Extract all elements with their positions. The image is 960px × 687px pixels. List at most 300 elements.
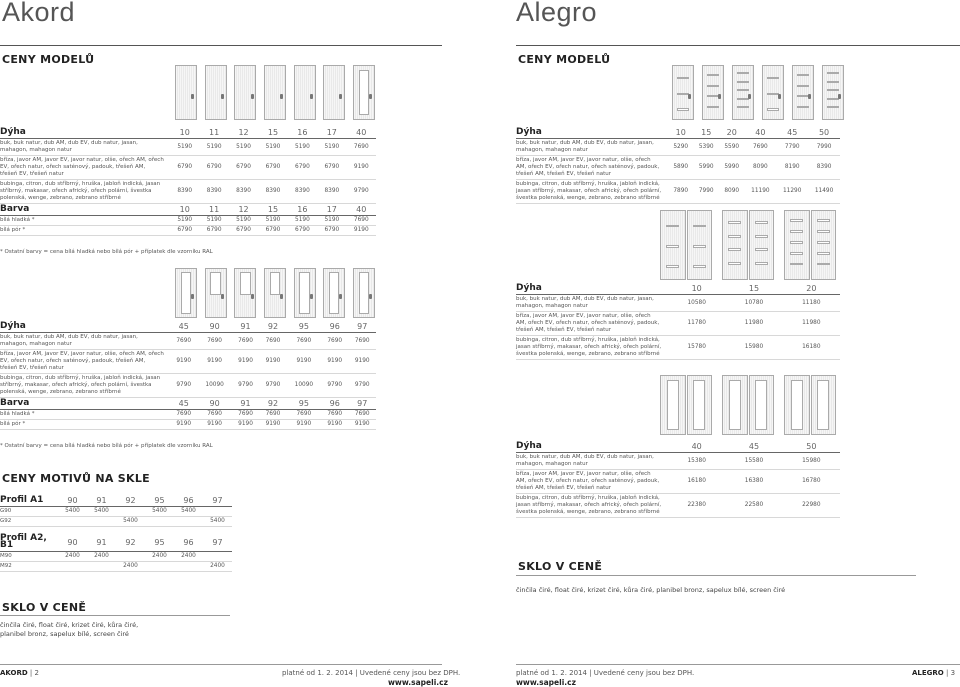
price-cell: 2400 xyxy=(116,562,145,572)
price-cell: 11980 xyxy=(783,312,840,336)
sklo-text-right: činčila čiré, float čiré, krizet čiré, kůra čiré, planibel bronz, sapelux bílé, screen čiré xyxy=(516,586,786,594)
price-cell: 11190 xyxy=(744,180,776,204)
header-cell: 45 xyxy=(170,321,197,333)
price-cell: 5190 xyxy=(258,139,287,156)
price-cell xyxy=(203,507,232,517)
price-cell: 7690 xyxy=(232,410,259,420)
door-image xyxy=(175,65,197,120)
footer-valid: platné od 1. 2. 2014 xyxy=(516,669,587,677)
door-image xyxy=(762,65,784,120)
header-cell: 92 xyxy=(116,495,145,507)
price-cell: 7690 xyxy=(197,410,231,420)
price-cell: 9790 xyxy=(170,374,197,398)
price-cell: 7690 xyxy=(287,410,321,420)
header-cell: 92 xyxy=(116,533,145,552)
price-cell: 10780 xyxy=(725,295,782,312)
footer-info-left: platné od 1. 2. 2014 | Uvedené ceny jsou bez DPH. xyxy=(282,669,461,677)
header-label: Barva xyxy=(0,204,170,216)
header-cell: 91 xyxy=(87,495,116,507)
header-cell: 90 xyxy=(58,495,87,507)
door-illustrations-row2 xyxy=(175,268,375,318)
door-image xyxy=(672,65,694,120)
price-cell: 6790 xyxy=(229,156,258,180)
price-cell: 9790 xyxy=(321,374,348,398)
price-cell: 5190 xyxy=(258,216,287,226)
row-label: M92 xyxy=(0,562,58,572)
header-cell: 50 xyxy=(808,127,840,139)
door-image xyxy=(264,268,286,318)
price-cell: 5400 xyxy=(174,507,203,517)
price-cell: 5190 xyxy=(199,216,228,226)
price-cell: 16180 xyxy=(668,470,725,494)
price-cell: 5890 xyxy=(668,156,693,180)
door-image xyxy=(792,65,814,120)
price-cell: 7690 xyxy=(744,139,776,156)
price-cell xyxy=(174,517,203,527)
price-cell: 22380 xyxy=(668,494,725,518)
footer-web-link-left[interactable]: www.sapeli.cz xyxy=(388,678,448,687)
header-cell: 10 xyxy=(668,127,693,139)
motif-table-a2 xyxy=(0,533,232,572)
price-cell: 2400 xyxy=(203,562,232,572)
table-header-row xyxy=(0,321,376,333)
footer-brand-left: AKORD | 2 xyxy=(0,669,39,677)
row-label: bílá pór * xyxy=(0,420,170,430)
price-cell: 6790 xyxy=(317,156,346,180)
price-cell: 9790 xyxy=(348,374,376,398)
double-door-image xyxy=(784,375,836,435)
price-cell: 7690 xyxy=(348,410,376,420)
price-cell: 5400 xyxy=(116,517,145,527)
header-cell: 96 xyxy=(321,398,348,410)
sklo-rule-left xyxy=(0,615,230,616)
header-cell: 11 xyxy=(199,204,228,216)
row-label: bílá hladká * xyxy=(0,410,170,420)
header-cell: 90 xyxy=(197,398,231,410)
price-cell: 9190 xyxy=(259,350,286,374)
door-image xyxy=(205,268,227,318)
price-cell: 9190 xyxy=(170,350,197,374)
table-row xyxy=(0,517,232,527)
table-row xyxy=(516,180,840,204)
row-label: buk, buk natur, dub AM, dub EV, dub natur, jasan, mahagon, mahagon natur xyxy=(516,453,668,470)
price-cell: 9790 xyxy=(259,374,286,398)
price-cell: 10580 xyxy=(668,295,725,312)
price-cell: 15980 xyxy=(783,453,840,470)
header-cell: 90 xyxy=(58,533,87,552)
price-cell: 2400 xyxy=(145,552,174,562)
door-image xyxy=(294,65,316,120)
header-label: Profil A1 xyxy=(0,495,58,507)
door-illustrations-alegro-row3 xyxy=(660,375,836,435)
price-cell: 15980 xyxy=(725,336,782,360)
price-cell: 7690 xyxy=(259,333,286,350)
title-rule-right xyxy=(516,45,960,46)
header-cell: 97 xyxy=(203,533,232,552)
table-row xyxy=(0,216,376,226)
row-label: bubinga, citron, dub stříbrný, hruška, jabloň indická, jasan stříbrný, makasar, ořech africký, ořech polární, švestka polenská, wenge, zebrano, zebrano stříbrné xyxy=(0,374,170,398)
table-header-row xyxy=(0,495,232,507)
price-cell: 22980 xyxy=(783,494,840,518)
footer-page-number: 2 xyxy=(34,669,39,677)
price-cell: 5290 xyxy=(668,139,693,156)
price-table-alegro-2 xyxy=(516,283,840,360)
row-label: bříza, javor AM, javor EV, javor natur, olše, ořech AM, ořech EV, ořech natur, ořech saténový, padouk, třešeň AM, třešeň EV, třešeň natur xyxy=(516,312,668,336)
header-cell: 17 xyxy=(317,127,346,139)
price-cell: 7890 xyxy=(668,180,693,204)
header-cell: 91 xyxy=(232,321,259,333)
price-cell: 5190 xyxy=(170,139,199,156)
table-header-row xyxy=(0,204,376,216)
price-cell: 11490 xyxy=(808,180,840,204)
footer-info-right: platné od 1. 2. 2014 | Uvedené ceny jsou bez DPH. xyxy=(516,669,695,677)
header-cell: 92 xyxy=(259,321,286,333)
price-cell: 8090 xyxy=(719,180,744,204)
door-image xyxy=(323,65,345,120)
price-cell xyxy=(145,517,174,527)
header-cell: 10 xyxy=(668,283,725,295)
header-label: Dýha xyxy=(516,441,668,453)
row-label: bubinga, citron, dub stříbrný, hruška, jabloň indická, jasan stříbrný, makasar, ořech africký, ořech polární, švestka polenská, wenge, zebrano, zebrano stříbrné xyxy=(516,180,668,204)
header-label: Dýha xyxy=(516,283,668,295)
double-door-image xyxy=(660,375,712,435)
price-cell: 7690 xyxy=(321,410,348,420)
door-image xyxy=(264,65,286,120)
table-row xyxy=(0,562,232,572)
row-label: bubinga, citron, dub stříbrný, hruška, jabloň indická, jasan stříbrný, makasar, ořech africký, ořech polární, švestka polenská, wenge, zebrano, zebrano stříbrné xyxy=(0,180,170,204)
table-row xyxy=(0,180,376,204)
price-cell xyxy=(145,562,174,572)
price-cell xyxy=(58,562,87,572)
row-label: buk, buk natur, dub AM, dub EV, dub natur, jasan, mahagon, mahagon natur xyxy=(516,295,668,312)
table-row xyxy=(0,350,376,374)
footer-brand-right: ALEGRO | 3 xyxy=(912,669,956,677)
row-label: bílá pór * xyxy=(0,226,170,236)
price-cell: 9790 xyxy=(347,180,376,204)
table-row xyxy=(516,295,840,312)
table-header-row xyxy=(516,283,840,295)
price-cell: 6790 xyxy=(288,226,317,236)
header-cell: 40 xyxy=(744,127,776,139)
price-cell: 5190 xyxy=(170,216,199,226)
price-cell: 6790 xyxy=(258,156,287,180)
price-cell: 8390 xyxy=(317,180,346,204)
table-row xyxy=(516,336,840,360)
price-cell: 5190 xyxy=(229,216,258,226)
table-row xyxy=(516,494,840,518)
price-cell: 7690 xyxy=(232,333,259,350)
price-table-alegro-3 xyxy=(516,441,840,518)
price-cell: 9190 xyxy=(321,350,348,374)
price-cell: 9790 xyxy=(232,374,259,398)
footer-web-link-right[interactable]: www.sapeli.cz xyxy=(516,678,576,687)
door-illustrations-alegro-row2 xyxy=(660,210,836,280)
price-cell: 8390 xyxy=(170,180,199,204)
price-cell: 5400 xyxy=(87,507,116,517)
price-cell: 6790 xyxy=(317,226,346,236)
header-cell: 40 xyxy=(347,127,376,139)
price-cell: 7690 xyxy=(321,333,348,350)
double-door-image xyxy=(722,210,774,280)
table-header-row xyxy=(516,127,840,139)
double-door-image xyxy=(660,210,712,280)
header-label: Profil A2, B1 xyxy=(0,533,58,552)
header-cell: 10 xyxy=(170,204,199,216)
price-cell: 11290 xyxy=(776,180,808,204)
table-row xyxy=(0,139,376,156)
price-cell xyxy=(116,552,145,562)
header-cell: 97 xyxy=(203,495,232,507)
price-cell: 9190 xyxy=(348,420,376,430)
footnote-akord-2: * Ostatní barvy = cena bílá hladká nebo bílá pór + příplatek dle vzorníku RAL xyxy=(0,443,213,449)
header-cell: 95 xyxy=(145,495,174,507)
price-cell xyxy=(87,517,116,527)
row-label: bříza, javor AM, javor EV, javor natur, olše, ořech AM, ořech EV, ořech natur, ořech saténový, padouk, třešeň AM, třešeň EV, třešeň natur xyxy=(0,350,170,374)
footer-valid: platné od 1. 2. 2014 xyxy=(282,669,353,677)
door-image xyxy=(234,65,256,120)
price-cell: 7690 xyxy=(348,333,376,350)
price-cell: 16180 xyxy=(783,336,840,360)
price-cell: 5400 xyxy=(145,507,174,517)
page-title-akord: Akord xyxy=(2,0,76,27)
price-cell: 6790 xyxy=(170,226,199,236)
table-row xyxy=(516,156,840,180)
table-row xyxy=(0,410,376,420)
table-header-row xyxy=(0,533,232,552)
price-cell: 8090 xyxy=(744,156,776,180)
price-cell: 5190 xyxy=(288,216,317,226)
price-table-akord-1 xyxy=(0,127,376,236)
row-label: bubinga, citron, dub stříbrný, hruška, jabloň indická, jasan stříbrný, makasar, ořech africký, ořech polární, švestka polenská, wenge, zebrano, zebrano stříbrné xyxy=(516,494,668,518)
price-cell xyxy=(87,562,116,572)
section-title-sklo-right: SKLO V CENĚ xyxy=(518,560,603,573)
price-cell: 5990 xyxy=(693,156,718,180)
table-row xyxy=(0,156,376,180)
price-cell: 9190 xyxy=(287,420,321,430)
header-cell: 95 xyxy=(287,321,321,333)
section-title-ceny-modelu: CENY MODELŮ xyxy=(2,53,95,66)
price-cell: 9190 xyxy=(259,420,286,430)
header-cell: 45 xyxy=(776,127,808,139)
price-cell: 9190 xyxy=(197,420,231,430)
price-cell: 16780 xyxy=(783,470,840,494)
table-header-row xyxy=(0,127,376,139)
header-cell: 40 xyxy=(668,441,725,453)
header-cell: 40 xyxy=(347,204,376,216)
table-header-row xyxy=(0,398,376,410)
price-cell: 15380 xyxy=(668,453,725,470)
double-door-image xyxy=(784,210,836,280)
footer-rule-right xyxy=(516,664,960,665)
price-cell: 8390 xyxy=(808,156,840,180)
price-cell: 7690 xyxy=(287,333,321,350)
table-row xyxy=(0,226,376,236)
price-cell: 7990 xyxy=(808,139,840,156)
price-cell: 5190 xyxy=(288,139,317,156)
price-cell: 2400 xyxy=(174,552,203,562)
header-cell: 15 xyxy=(725,283,782,295)
door-image xyxy=(732,65,754,120)
price-cell: 6790 xyxy=(199,226,228,236)
price-cell: 5190 xyxy=(317,139,346,156)
title-rule xyxy=(0,45,442,46)
price-cell: 5590 xyxy=(719,139,744,156)
price-cell: 8390 xyxy=(229,180,258,204)
row-label: bříza, javor AM, javor EV, javor natur, olše, ořech AM, ořech EV, ořech natur, ořech saténový, padouk, třešeň AM, třešeň EV, třešeň natur xyxy=(0,156,170,180)
header-cell: 11 xyxy=(199,127,228,139)
price-cell: 11180 xyxy=(783,295,840,312)
motif-table-a1 xyxy=(0,495,232,527)
price-cell: 9190 xyxy=(197,350,231,374)
footnote-akord-1: * Ostatní barvy = cena bílá hladká nebo bílá pór + příplatek dle vzorníku RAL xyxy=(0,249,213,255)
price-cell: 9190 xyxy=(232,350,259,374)
header-cell: 12 xyxy=(229,127,258,139)
header-cell: 16 xyxy=(288,127,317,139)
header-cell: 97 xyxy=(348,398,376,410)
price-cell: 11980 xyxy=(725,312,782,336)
header-label: Dýha xyxy=(516,127,668,139)
price-cell: 5400 xyxy=(58,507,87,517)
header-cell: 91 xyxy=(232,398,259,410)
header-cell: 10 xyxy=(170,127,199,139)
table-row xyxy=(0,333,376,350)
price-cell: 10090 xyxy=(287,374,321,398)
price-cell: 9190 xyxy=(287,350,321,374)
door-image xyxy=(353,65,375,120)
row-label: buk, buk natur, dub AM, dub EV, dub natur, jasan, mahagon, mahagon natur xyxy=(0,139,170,156)
price-cell: 7690 xyxy=(259,410,286,420)
section-title-ceny-modelu-right: CENY MODELŮ xyxy=(518,53,611,66)
table-row xyxy=(0,374,376,398)
page-title-alegro: Alegro xyxy=(516,0,598,27)
row-label: M90 xyxy=(0,552,58,562)
price-cell xyxy=(174,562,203,572)
door-image xyxy=(353,268,375,318)
footer-rule-left xyxy=(0,664,442,665)
price-cell: 8390 xyxy=(288,180,317,204)
price-cell: 7790 xyxy=(776,139,808,156)
price-table-alegro-1 xyxy=(516,127,840,204)
price-cell: 7690 xyxy=(170,410,197,420)
price-cell: 9190 xyxy=(321,420,348,430)
price-cell: 9190 xyxy=(170,420,197,430)
row-label: buk, buk natur, dub AM, dub EV, dub natur, jasan, mahagon, mahagon natur xyxy=(516,139,668,156)
price-cell: 2400 xyxy=(87,552,116,562)
footer-brand-name: ALEGRO xyxy=(912,669,944,677)
price-cell: 5390 xyxy=(693,139,718,156)
row-label: bříza, javor AM, javor EV, javor natur, olše, ořech AM, ořech EV, ořech natur, ořech saténový, padouk, třešeň AM, třešeň EV, třešeň natur xyxy=(516,156,668,180)
price-cell: 5190 xyxy=(317,216,346,226)
row-label: bříza, javor AM, javor EV, javor natur, olše, ořech AM, ořech EV, ořech natur, ořech saténový, padouk, třešeň AM, třešeň EV, třešeň natur xyxy=(516,470,668,494)
price-cell: 7990 xyxy=(693,180,718,204)
price-cell: 6790 xyxy=(199,156,228,180)
price-cell: 7690 xyxy=(347,216,376,226)
price-cell: 6790 xyxy=(258,226,287,236)
footer-brand-name: AKORD xyxy=(0,669,28,677)
header-cell: 95 xyxy=(145,533,174,552)
table-row xyxy=(0,507,232,517)
door-illustrations-alegro-row1 xyxy=(672,65,844,120)
header-cell: 20 xyxy=(719,127,744,139)
table-row xyxy=(0,420,376,430)
header-cell: 96 xyxy=(174,533,203,552)
price-cell: 15780 xyxy=(668,336,725,360)
price-table-akord-2 xyxy=(0,321,376,430)
row-label: bílá hladká * xyxy=(0,216,170,226)
door-image xyxy=(205,65,227,120)
price-cell: 22580 xyxy=(725,494,782,518)
price-cell: 9190 xyxy=(348,350,376,374)
price-cell: 15580 xyxy=(725,453,782,470)
table-row xyxy=(0,552,232,562)
header-cell: 17 xyxy=(317,204,346,216)
double-door-image xyxy=(722,375,774,435)
header-cell: 50 xyxy=(783,441,840,453)
sklo-rule-right xyxy=(516,575,916,576)
price-cell: 5190 xyxy=(229,139,258,156)
row-label: G92 xyxy=(0,517,58,527)
header-cell: 97 xyxy=(348,321,376,333)
price-cell: 11780 xyxy=(668,312,725,336)
price-cell: 5990 xyxy=(719,156,744,180)
price-cell: 6790 xyxy=(170,156,199,180)
door-image xyxy=(234,268,256,318)
door-illustrations-row1 xyxy=(175,65,375,120)
price-cell: 9190 xyxy=(232,420,259,430)
table-row xyxy=(516,139,840,156)
footer-page-number: 3 xyxy=(950,669,956,677)
price-cell: 7690 xyxy=(347,139,376,156)
header-cell: 92 xyxy=(259,398,286,410)
price-cell xyxy=(203,552,232,562)
price-cell: 9190 xyxy=(347,156,376,180)
row-label: G90 xyxy=(0,507,58,517)
price-cell: 6790 xyxy=(229,226,258,236)
price-cell: 8390 xyxy=(258,180,287,204)
header-cell: 15 xyxy=(693,127,718,139)
header-cell: 16 xyxy=(288,204,317,216)
sklo-text-left: činčila čiré, float čiré, krizet čiré, kůra čiré, planibel bronz, sapelux bílé, screen čiré xyxy=(0,621,139,638)
header-cell: 96 xyxy=(321,321,348,333)
price-cell: 5190 xyxy=(199,139,228,156)
price-cell: 8390 xyxy=(199,180,228,204)
price-cell: 9190 xyxy=(347,226,376,236)
price-cell: 16380 xyxy=(725,470,782,494)
door-image xyxy=(822,65,844,120)
price-cell: 10090 xyxy=(197,374,231,398)
row-label: buk, buk natur, dub AM, dub EV, dub natur, jasan, mahagon, mahagon natur xyxy=(0,333,170,350)
door-image xyxy=(702,65,724,120)
header-label: Dýha xyxy=(0,127,170,139)
price-cell: 5400 xyxy=(203,517,232,527)
header-cell: 45 xyxy=(170,398,197,410)
price-cell: 6790 xyxy=(288,156,317,180)
footer-vat: Uvedené ceny jsou bez DPH. xyxy=(593,669,695,677)
header-cell: 45 xyxy=(725,441,782,453)
door-image xyxy=(175,268,197,318)
footer-vat: Uvedené ceny jsou bez DPH. xyxy=(359,669,461,677)
header-cell: 90 xyxy=(197,321,231,333)
header-label: Barva xyxy=(0,398,170,410)
price-cell: 8190 xyxy=(776,156,808,180)
header-cell: 12 xyxy=(229,204,258,216)
header-cell: 91 xyxy=(87,533,116,552)
table-header-row xyxy=(516,441,840,453)
table-row xyxy=(516,470,840,494)
price-cell xyxy=(58,517,87,527)
header-cell: 95 xyxy=(287,398,321,410)
section-title-sklo-left: SKLO V CENĚ xyxy=(2,601,87,614)
